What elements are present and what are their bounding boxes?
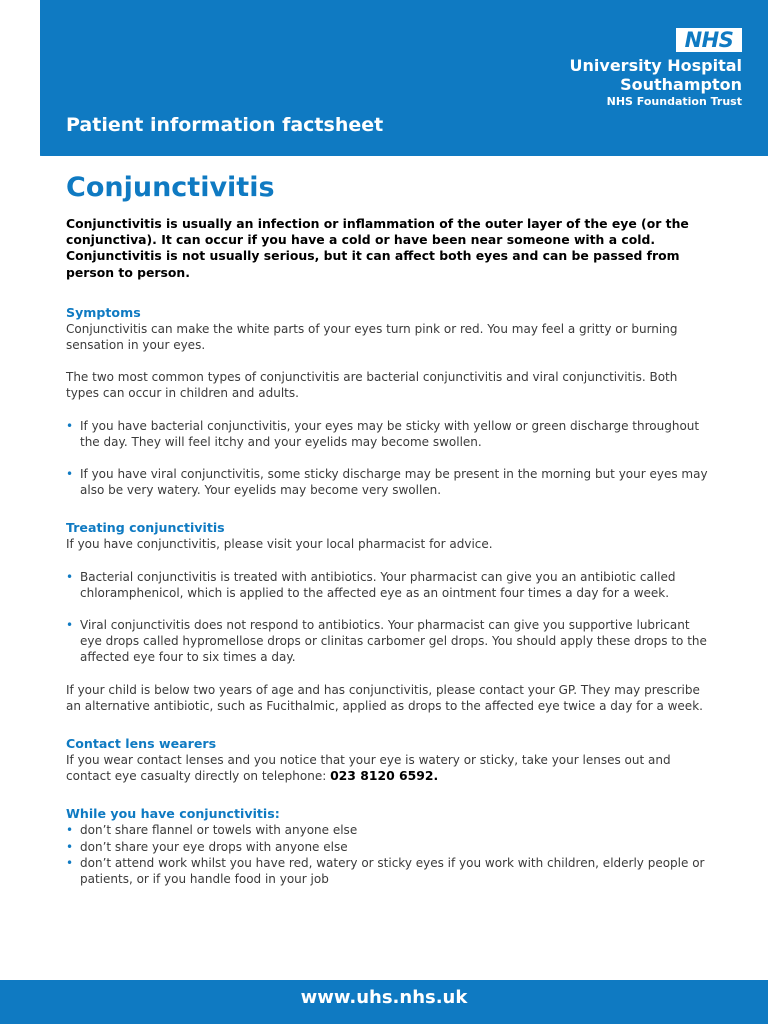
- symptoms-paragraph-1: Conjunctivitis can make the white parts of your eyes turn pink or red. You may feel a gritty or burning sensation in your eyes.: [66, 321, 678, 353]
- page-title: Conjunctivitis: [66, 172, 275, 203]
- eye-casualty-phone: 023 8120 6592.: [330, 768, 439, 784]
- document-content: [66, 170, 710, 887]
- factsheet-title: Patient information factsheet: [66, 114, 384, 136]
- footer-banner: [0, 980, 768, 1024]
- treating-bullet-bacterial: • Bacterial conjunctivitis is treated with antibiotics. Your pharmacist can give you an antibiotic called chloramphenicol, which is applied to the affected eye as an ointment four times a day for a week.: [66, 569, 710, 601]
- while-heading: While you have conjunctivitis:: [66, 806, 280, 822]
- org-name: [570, 56, 742, 109]
- contact-lens-text: If you wear contact lenses and you notice that your eye is watery or sticky, take your lenses out and contact eye casualty directly on telephone:: [66, 753, 671, 784]
- while-list: [66, 822, 710, 887]
- nhs-logo: NHS: [676, 28, 742, 52]
- treating-bullet-viral: • Viral conjunctivitis does not respond to antibiotics. Your pharmacist can give you supportive lubricant eye drops called hypromellose drops or clinitas carbomer gel drops. You should apply these drops to the affected eye four to six times a day.: [66, 617, 710, 666]
- symptoms-paragraph-2: The two most common types of conjunctivitis are bacterial conjunctivitis and viral conjunctivitis. Both types can occur in children and adults.: [66, 370, 678, 401]
- org-name-line3: NHS Foundation Trust: [606, 95, 742, 108]
- while-bullet-work: • don’t attend work whilst you have red, watery or sticky eyes if you work with children, elderly people or patients, or if you handle food in your job: [66, 855, 710, 887]
- org-name-line1: University Hospital: [569, 56, 742, 75]
- treating-heading: Treating conjunctivitis: [66, 520, 225, 536]
- symptoms-heading: Symptoms: [66, 304, 141, 320]
- while-bullet-eye-drops: • don’t share your eye drops with anyone else: [66, 839, 710, 855]
- website-link[interactable]: www.uhs.nhs.uk: [300, 987, 468, 1008]
- contact-lens-paragraph: [66, 752, 710, 784]
- treating-paragraph-1: If you have conjunctivitis, please visit your local pharmacist for advice.: [66, 537, 493, 552]
- contact-lens-heading: Contact lens wearers: [66, 736, 217, 752]
- while-bullet-flannel: • don’t share flannel or towels with anyone else: [66, 822, 710, 838]
- org-name-line2: Southampton: [620, 75, 742, 94]
- intro-paragraph: Conjunctivitis is usually an infection or inflammation of the outer layer of the eye (or the conjunctiva). It can occur if you have a cold or have been near someone with a cold. Conjunctivitis is not usually serious, but it can affect both eyes and can be passed from person to person.: [66, 216, 689, 280]
- treating-list: [66, 569, 710, 666]
- symptoms-bullet-bacterial: • If you have bacterial conjunctivitis, your eyes may be sticky with yellow or green discharge throughout the day. They will feel itchy and your eyelids may become swollen.: [66, 418, 710, 450]
- header-banner: [0, 0, 768, 156]
- symptoms-list: [66, 418, 710, 499]
- treating-paragraph-2: If your child is below two years of age and has conjunctivitis, please contact your GP. They may prescribe an alternative antibiotic, such as Fucithalmic, applied as drops to the affected eye twice a day for a week.: [66, 682, 703, 713]
- symptoms-bullet-viral: • If you have viral conjunctivitis, some sticky discharge may be present in the morning but your eyes may also be very watery. Your eyelids may become very swollen.: [66, 466, 710, 498]
